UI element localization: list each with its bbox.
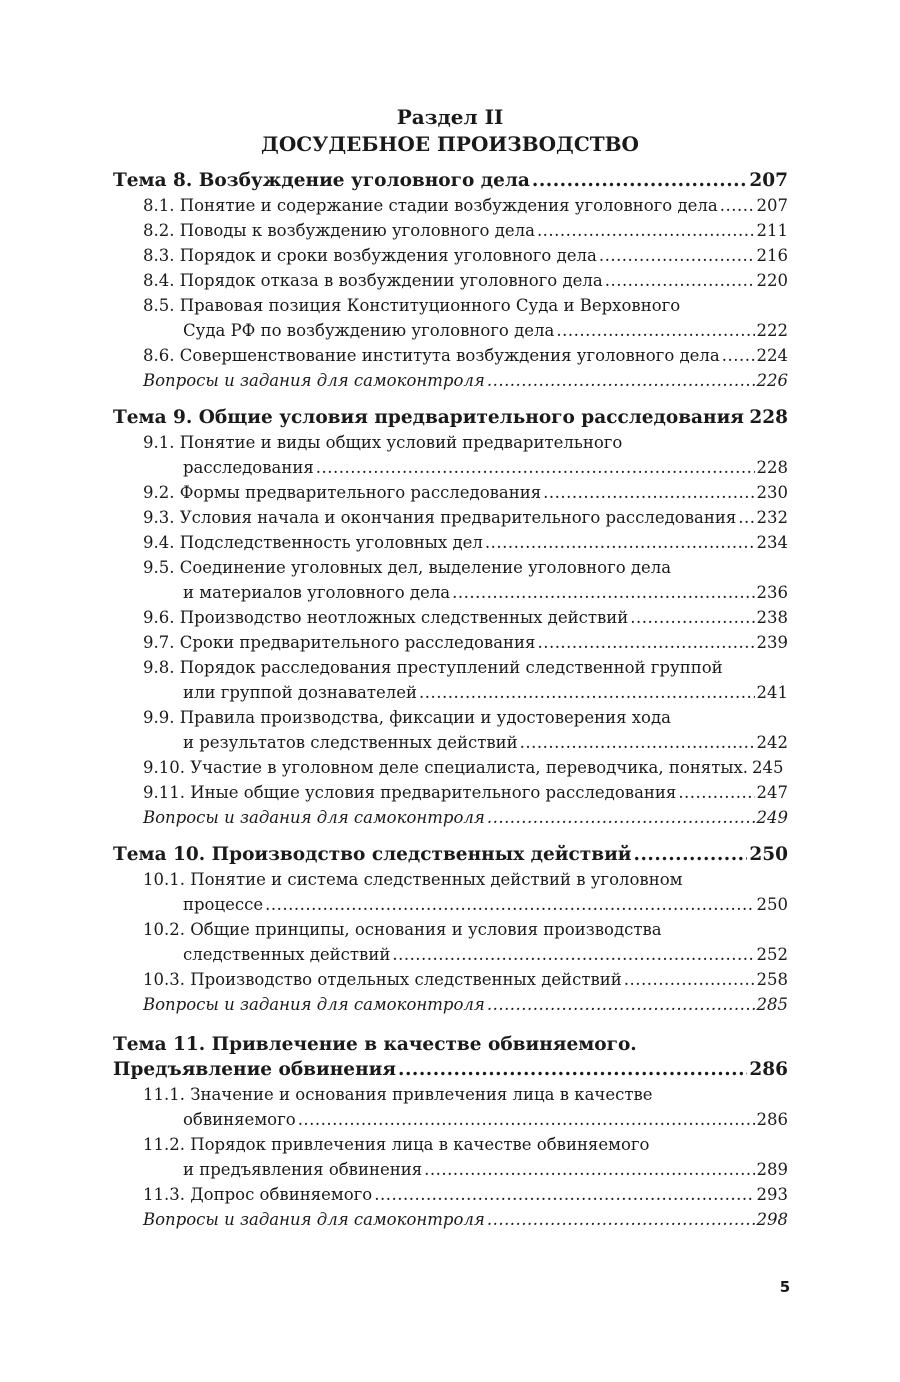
- toc-topic-page: 250: [749, 844, 788, 865]
- toc-entry-page: 285: [756, 995, 788, 1014]
- toc-entry-8-3[interactable]: [113, 243, 788, 268]
- toc-entry-title: и результатов следственных действий: [183, 733, 518, 752]
- toc-entry-page: 250: [756, 895, 788, 914]
- toc-entry-title: Вопросы и задания для самоконтроля: [143, 995, 485, 1014]
- toc-entry-9-8[interactable]: [113, 680, 788, 705]
- toc-entry-title: расследования: [183, 458, 314, 477]
- toc-entry-page: 224: [756, 346, 788, 365]
- toc-entry-page: 286: [756, 1110, 788, 1129]
- toc-entry-title: 8.3. Порядок и сроки возбуждения уголовного дела: [143, 246, 597, 265]
- toc-entry-9-10[interactable]: [113, 755, 788, 780]
- toc-entry-10-3[interactable]: [113, 967, 788, 992]
- toc-entry-8-5-line1[interactable]: 8.5. Правовая позиция Конституционного Суда и Верховного: [143, 296, 681, 315]
- toc-topic-title: Тема 9. Общие условия предварительного расследования: [113, 407, 744, 428]
- toc-entry-page: 234: [756, 533, 788, 552]
- section-label: Раздел II: [396, 105, 504, 129]
- toc-entry-page: 226: [756, 371, 788, 390]
- toc-entry-9-5[interactable]: [113, 580, 788, 605]
- toc-entry-title: 8.1. Понятие и содержание стадии возбуждения уголовного дела: [143, 196, 718, 215]
- toc-entry-11-2-line1[interactable]: 11.2. Порядок привлечения лица в качестве обвиняемого: [143, 1135, 650, 1154]
- toc-entry-11-2[interactable]: [113, 1157, 788, 1182]
- toc-entry-title: 9.11. Иные общие условия предварительного расследования: [143, 783, 677, 802]
- toc-entry-title: и предъявления обвинения: [183, 1160, 423, 1179]
- toc-entry-title: следственных действий: [183, 945, 391, 964]
- toc-entry-9-9-line1[interactable]: 9.9. Правила производства, фиксации и удостоверения хода: [143, 708, 671, 727]
- toc-entry-8-5[interactable]: [113, 318, 788, 343]
- toc-entry-page: 238: [756, 608, 788, 627]
- toc-entry-title: процессе: [183, 895, 264, 914]
- toc-entry-11-1-line1[interactable]: 11.1. Значение и основания привлечения лица в качестве: [143, 1085, 653, 1104]
- toc-entry-page: 230: [756, 483, 788, 502]
- toc-entry-title: 8.6. Совершенствование института возбуждения уголовного дела: [143, 346, 720, 365]
- toc-entry-9-1-line1[interactable]: 9.1. Понятие и виды общих условий предварительного: [143, 433, 623, 452]
- toc-entry-title: 10.3. Производство отдельных следственных действий: [143, 970, 622, 989]
- toc-entry-title: 9.10. Участие в уголовном деле специалиста, переводчика, понятых.: [143, 758, 749, 777]
- toc-entry-title: 9.2. Формы предварительного расследования: [143, 483, 542, 502]
- toc-entry-9-questions[interactable]: [113, 805, 788, 830]
- toc-entry-11-questions[interactable]: [113, 1207, 788, 1232]
- toc-entry-title: и материалов уголовного дела: [183, 583, 451, 602]
- toc-entry-title: 8.4. Порядок отказа в возбуждении уголовного дела: [143, 271, 603, 290]
- toc-entry-page: 245: [752, 758, 784, 777]
- toc-entry-page: 242: [756, 733, 788, 752]
- toc-entry-title: Вопросы и задания для самоконтроля: [143, 1210, 485, 1229]
- toc-entry-title: Вопросы и задания для самоконтроля: [143, 371, 485, 390]
- toc-topic-title: Тема 8. Возбуждение уголовного дела: [113, 170, 530, 191]
- toc-entry-9-8-line1[interactable]: 9.8. Порядок расследования преступлений следственной группой: [143, 658, 723, 677]
- toc-topic-9[interactable]: [113, 405, 788, 430]
- toc-entry-9-11[interactable]: [113, 780, 788, 805]
- toc-entry-page: 241: [756, 683, 788, 702]
- toc-topic-10[interactable]: [113, 842, 788, 867]
- toc-entry-8-6[interactable]: [113, 343, 788, 368]
- toc-entry-title: 9.6. Производство неотложных следственных действий: [143, 608, 629, 627]
- toc-entry-8-1[interactable]: [113, 193, 788, 218]
- table-of-contents: [113, 168, 788, 1232]
- section-title: ДОСУДЕБНОЕ ПРОИЗВОДСТВО: [261, 132, 639, 156]
- toc-entry-9-7[interactable]: [113, 630, 788, 655]
- toc-entry-page: 289: [756, 1160, 788, 1179]
- toc-topic-title: Предъявление обвинения: [113, 1059, 397, 1080]
- toc-entry-page: 239: [756, 633, 788, 652]
- toc-entry-page: 236: [756, 583, 788, 602]
- toc-entry-page: 222: [756, 321, 788, 340]
- toc-topic-11[interactable]: [113, 1057, 788, 1082]
- toc-topic-8[interactable]: [113, 168, 788, 193]
- toc-topic-page: 228: [749, 407, 788, 428]
- toc-entry-page: 252: [756, 945, 788, 964]
- toc-entry-page: 216: [756, 246, 788, 265]
- toc-entry-page: 228: [756, 458, 788, 477]
- toc-entry-11-3[interactable]: [113, 1182, 788, 1207]
- toc-entry-8-4[interactable]: [113, 268, 788, 293]
- toc-entry-10-2[interactable]: [113, 942, 788, 967]
- toc-entry-9-4[interactable]: [113, 530, 788, 555]
- toc-topic-page: 286: [749, 1059, 788, 1080]
- toc-entry-title: Суда РФ по возбуждению уголовного дела: [183, 321, 555, 340]
- toc-entry-title: 8.2. Поводы к возбуждению уголовного дела: [143, 221, 535, 240]
- toc-entry-page: 293: [756, 1185, 788, 1204]
- toc-entry-page: 258: [756, 970, 788, 989]
- toc-entry-page: 232: [756, 508, 788, 527]
- toc-entry-11-1[interactable]: [113, 1107, 788, 1132]
- toc-entry-9-1[interactable]: [113, 455, 788, 480]
- toc-entry-page: 247: [756, 783, 788, 802]
- toc-entry-8-2[interactable]: [113, 218, 788, 243]
- toc-entry-10-2-line1[interactable]: 10.2. Общие принципы, основания и условия производства: [143, 920, 662, 939]
- toc-topic-11-line1[interactable]: Тема 11. Привлечение в качестве обвиняемого.: [113, 1034, 637, 1055]
- toc-entry-page: 249: [756, 808, 788, 827]
- toc-entry-title: 9.4. Подследственность уголовных дел: [143, 533, 483, 552]
- toc-entry-title: 9.3. Условия начала и окончания предварительного расследования: [143, 508, 737, 527]
- toc-entry-9-6[interactable]: [113, 605, 788, 630]
- toc-topic-page: 207: [749, 170, 788, 191]
- toc-entry-page: 220: [756, 271, 788, 290]
- toc-topic-title: Тема 10. Производство следственных действий: [113, 844, 632, 865]
- toc-entry-title: 11.3. Допрос обвиняемого: [143, 1185, 373, 1204]
- toc-entry-10-1-line1[interactable]: 10.1. Понятие и система следственных действий в уголовном: [143, 870, 683, 889]
- toc-entry-title: обвиняемого: [183, 1110, 296, 1129]
- toc-entry-9-3[interactable]: [113, 505, 788, 530]
- toc-entry-10-questions[interactable]: [113, 992, 788, 1017]
- toc-entry-9-2[interactable]: [113, 480, 788, 505]
- toc-entry-page: 207: [756, 196, 788, 215]
- toc-entry-title: Вопросы и задания для самоконтроля: [143, 808, 485, 827]
- toc-entry-10-1[interactable]: [113, 892, 788, 917]
- toc-entry-9-9[interactable]: [113, 730, 788, 755]
- toc-entry-page: 298: [756, 1210, 788, 1229]
- toc-entry-8-questions[interactable]: [113, 368, 788, 393]
- toc-entry-page: 211: [756, 221, 788, 240]
- page-number: 5: [779, 1278, 791, 1296]
- toc-entry-title: 9.7. Сроки предварительного расследования: [143, 633, 536, 652]
- toc-entry-9-5-line1[interactable]: 9.5. Соединение уголовных дел, выделение уголовного дела: [143, 558, 672, 577]
- toc-entry-title: или группой дознавателей: [183, 683, 417, 702]
